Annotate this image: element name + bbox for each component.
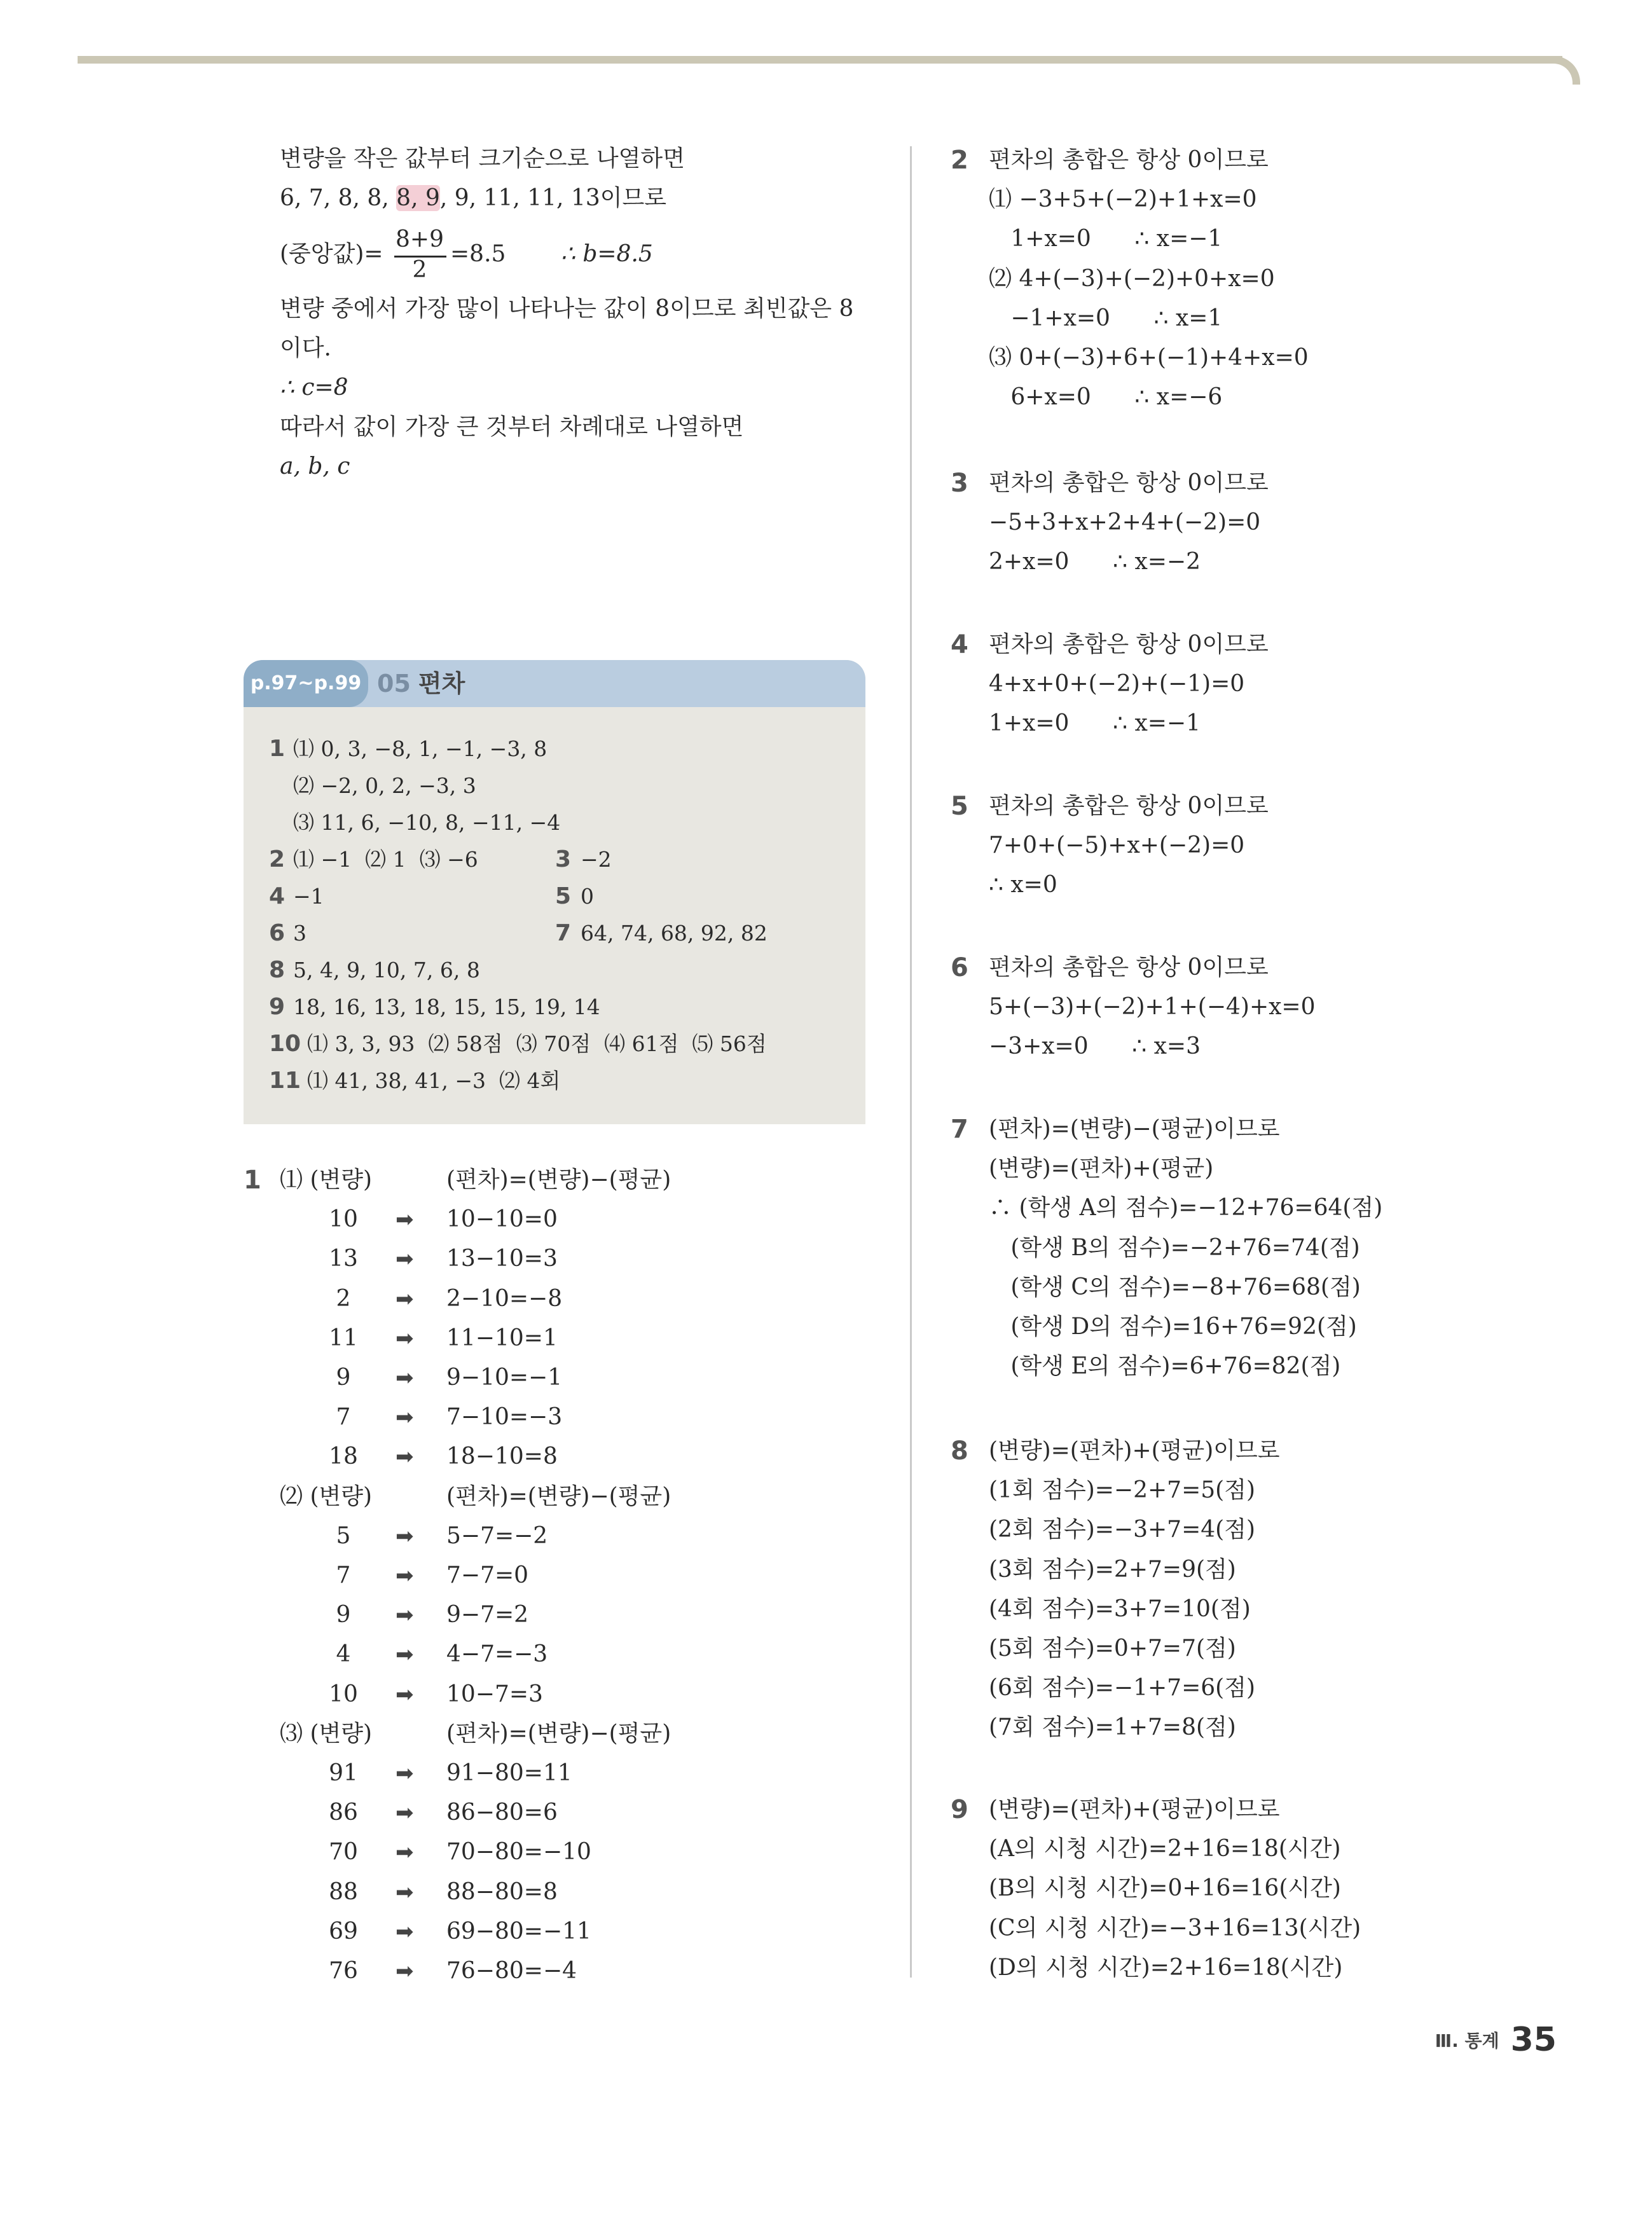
deviation-calc: 86−80=6 <box>446 1800 558 1826</box>
variate-value: 11 <box>329 1325 358 1351</box>
solution-line: (3회 점수)=2+7=9(점) <box>989 1556 1236 1583</box>
answer-summary-box <box>244 660 865 1124</box>
summary-item-number: 2 <box>269 846 286 872</box>
solution-line: (7회 점수)=1+7=8(점) <box>989 1714 1236 1741</box>
variate-value: 69 <box>329 1918 358 1944</box>
deviation-calc: 91−80=11 <box>446 1760 572 1786</box>
solution-line: ∴ x=0 <box>989 872 1057 898</box>
solution-line: 편차의 총합은 항상 0이므로 <box>989 147 1269 173</box>
summary-item-answer: ⑴ 0, 3, −8, 1, −1, −3, 8 <box>293 736 547 761</box>
text-line: 6, 7, 8, 8, 8, 9, 9, 11, 11, 13이므로 <box>280 185 667 211</box>
solution-line: 편차의 총합은 항상 0이므로 <box>989 631 1269 657</box>
deviation-calc: 18−10=8 <box>446 1443 558 1470</box>
solution-line: 2+x=0 ∴ x=−2 <box>989 549 1201 575</box>
solution-number: 5 <box>951 792 968 821</box>
solution-line: 7+0+(−5)+x+(−2)=0 <box>989 832 1245 859</box>
solution-number: 2 <box>951 146 968 175</box>
variate-value: 18 <box>329 1443 358 1470</box>
solution-line: 1+x=0 ∴ x=−1 <box>989 710 1201 737</box>
variate-value: 7 <box>336 1404 351 1431</box>
summary-item-answer: ⑴ 3, 3, 93 ⑵ 58점 ⑶ 70점 ⑷ 61점 ⑸ 56점 <box>307 1031 767 1056</box>
solution-line: (A의 시청 시간)=2+16=18(시간) <box>989 1836 1341 1862</box>
summary-item-answer: ⑴ 41, 38, 41, −3 ⑵ 4회 <box>307 1068 561 1093</box>
solution-number: 4 <box>951 630 968 659</box>
solution-number: 8 <box>951 1436 968 1466</box>
variate-value: 10 <box>329 1681 358 1707</box>
solution-line: (변량)=(편차)+(평균)이므로 <box>989 1796 1280 1822</box>
median-label: (중앙값)= <box>280 241 383 267</box>
median-value: =8.5 <box>450 241 506 267</box>
section-title: 05 편차 <box>377 670 465 698</box>
variate-value: 2 <box>336 1285 351 1312</box>
part-label: ⑵ (변량) <box>280 1483 373 1510</box>
solution-number: 3 <box>951 469 968 498</box>
solution-line: (변량)=(편차)+(평균)이므로 <box>989 1438 1280 1464</box>
arrow-right-icon: ➡ <box>396 1642 414 1668</box>
arrow-right-icon: ➡ <box>396 1207 414 1233</box>
solution-line: −5+3+x+2+4+(−2)=0 <box>989 509 1261 536</box>
deviation-calc: 10−10=0 <box>446 1206 558 1233</box>
deviation-calc: 7−7=0 <box>446 1562 529 1588</box>
summary-item-number: 10 <box>269 1031 301 1057</box>
variate-value: 7 <box>336 1562 351 1588</box>
chapter-label: Ⅲ. 통계 <box>1435 2030 1499 2051</box>
deviation-calc: 10−7=3 <box>446 1681 543 1707</box>
solution-line: (6회 점수)=−1+7=6(점) <box>989 1675 1256 1702</box>
solution-line: ∴ (학생 A의 점수)=−12+76=64(점) <box>989 1195 1383 1222</box>
solution-line: 편차의 총합은 항상 0이므로 <box>989 793 1269 819</box>
deviation-calc: 9−7=2 <box>446 1602 529 1628</box>
solution-line: (편차)=(변량)−(평균)이므로 <box>989 1116 1280 1142</box>
solution-line: −3+x=0 ∴ x=3 <box>989 1033 1201 1060</box>
summary-item-number: 11 <box>269 1068 301 1094</box>
column-divider <box>910 146 912 1978</box>
summary-item-answer: 3 <box>293 921 306 946</box>
fraction-denominator: 2 <box>412 257 427 283</box>
deviation-calc: 2−10=−8 <box>446 1285 563 1312</box>
variate-value: 70 <box>329 1839 358 1866</box>
summary-item-number: 5 <box>555 883 572 909</box>
summary-item-number: 9 <box>269 994 286 1020</box>
variate-value: 76 <box>329 1958 358 1984</box>
summary-item-answer: −2 <box>581 847 612 872</box>
arrow-right-icon: ➡ <box>396 1840 414 1866</box>
arrow-right-icon: ➡ <box>396 1958 414 1984</box>
arrow-right-icon: ➡ <box>396 1444 414 1470</box>
solution-line: −1+x=0 ∴ x=1 <box>989 305 1223 331</box>
summary-item-number: 4 <box>269 883 286 909</box>
text-line: 따라서 값이 가장 큰 것부터 차례대로 나열하면 <box>280 414 744 440</box>
top-decorative-bar <box>78 56 1562 64</box>
deviation-calc: 9−10=−1 <box>446 1365 563 1391</box>
summary-item-answer: ⑵ −2, 0, 2, −3, 3 <box>293 773 476 798</box>
arrow-right-icon: ➡ <box>396 1405 414 1431</box>
highlighted-middle-values: 8, 9 <box>396 185 440 211</box>
solution-line: (2회 점수)=−3+7=4(점) <box>989 1517 1256 1543</box>
summary-item-number: 3 <box>555 846 572 872</box>
arrow-right-icon: ➡ <box>396 1761 414 1786</box>
summary-item-answer: 5, 4, 9, 10, 7, 6, 8 <box>293 958 480 982</box>
summary-item-answer: 64, 74, 68, 92, 82 <box>581 921 767 946</box>
arrow-right-icon: ➡ <box>396 1365 414 1391</box>
arrow-right-icon: ➡ <box>396 1325 414 1351</box>
solution-number: 7 <box>951 1115 968 1144</box>
solution-line: 5+(−3)+(−2)+1+(−4)+x=0 <box>989 994 1316 1021</box>
page-range-tag: p.97~p.99 <box>244 660 368 707</box>
solution-number: 6 <box>951 953 968 982</box>
text-line: 이다. <box>280 335 331 361</box>
part-label: ⑶ (변량) <box>280 1720 373 1747</box>
deviation-calc: 13−10=3 <box>446 1246 558 1272</box>
part-formula-header: (편차)=(변량)−(평균) <box>446 1167 671 1193</box>
text-line: 변량 중에서 가장 많이 나타나는 값이 8이므로 최빈값은 8 <box>280 296 854 322</box>
text-line: 변량을 작은 값부터 크기순으로 나열하면 <box>280 146 685 172</box>
arrow-right-icon: ➡ <box>396 1602 414 1628</box>
solution-line: (C의 시청 시간)=−3+16=13(시간) <box>989 1915 1361 1941</box>
solution-line: (5회 점수)=0+7=7(점) <box>989 1635 1236 1662</box>
arrow-right-icon: ➡ <box>396 1246 414 1272</box>
solution-line: (D의 시청 시간)=2+16=18(시간) <box>989 1954 1343 1981</box>
summary-item-answer: ⑶ 11, 6, −10, 8, −11, −4 <box>293 810 561 835</box>
arrow-right-icon: ➡ <box>396 1681 414 1707</box>
solution-line: (B의 시청 시간)=0+16=16(시간) <box>989 1875 1341 1902</box>
solution-line: ⑵ 4+(−3)+(−2)+0+x=0 <box>989 265 1275 292</box>
variate-value: 88 <box>329 1878 358 1905</box>
top-bar-corner <box>1552 56 1580 85</box>
variate-value: 13 <box>329 1246 358 1272</box>
solution-line: (4회 점수)=3+7=10(점) <box>989 1595 1251 1622</box>
deviation-calc: 69−80=−11 <box>446 1918 591 1944</box>
solution-line: (학생 E의 점수)=6+76=82(점) <box>989 1353 1341 1380</box>
deviation-calc: 70−80=−10 <box>446 1839 591 1866</box>
solution-line: (학생 B의 점수)=−2+76=74(점) <box>989 1234 1360 1261</box>
solution-number: 9 <box>951 1795 968 1824</box>
variate-value: 4 <box>336 1641 351 1668</box>
solution-line: 편차의 총합은 항상 0이므로 <box>989 470 1269 496</box>
summary-item-number: 1 <box>269 736 286 762</box>
solution-line: (학생 D의 점수)=16+76=92(점) <box>989 1314 1357 1340</box>
b-value: ∴ b=8.5 <box>561 241 653 267</box>
summary-item-answer: 18, 16, 13, 18, 15, 15, 19, 14 <box>293 995 600 1019</box>
solution-line: (학생 C의 점수)=−8+76=68(점) <box>989 1274 1361 1300</box>
text-line: ∴ c=8 <box>280 375 348 401</box>
arrow-right-icon: ➡ <box>396 1800 414 1826</box>
variate-value: 10 <box>329 1206 358 1233</box>
variate-value: 5 <box>336 1522 351 1549</box>
deviation-calc: 4−7=−3 <box>446 1641 548 1668</box>
deviation-calc: 76−80=−4 <box>446 1958 577 1984</box>
summary-item-answer: 0 <box>581 884 594 909</box>
part-formula-header: (편차)=(변량)−(평균) <box>446 1483 671 1510</box>
text-line: a, b, c <box>280 453 350 479</box>
arrow-right-icon: ➡ <box>396 1523 414 1549</box>
part-formula-header: (편차)=(변량)−(평균) <box>446 1720 671 1747</box>
solution-line: 1+x=0 ∴ x=−1 <box>989 226 1223 252</box>
arrow-right-icon: ➡ <box>396 1918 414 1944</box>
variate-value: 86 <box>329 1800 358 1826</box>
variate-value: 91 <box>329 1760 358 1786</box>
deviation-calc: 5−7=−2 <box>446 1522 548 1549</box>
summary-item-number: 8 <box>269 957 286 983</box>
summary-item-answer: ⑴ −1 ⑵ 1 ⑶ −6 <box>293 847 478 872</box>
deviation-calc: 7−10=−3 <box>446 1404 563 1431</box>
variate-value: 9 <box>336 1602 351 1628</box>
solution-line: 편차의 총합은 항상 0이므로 <box>989 954 1269 981</box>
solution-line: ⑴ −3+5+(−2)+1+x=0 <box>989 186 1257 213</box>
fraction-numerator: 8+9 <box>396 226 444 252</box>
summary-item-answer: −1 <box>293 884 324 909</box>
section-number: 05 <box>377 670 411 698</box>
solution-line: 4+x+0+(−2)+(−1)=0 <box>989 671 1245 698</box>
summary-item-number: 7 <box>555 920 572 946</box>
arrow-right-icon: ➡ <box>396 1879 414 1905</box>
arrow-right-icon: ➡ <box>396 1286 414 1312</box>
page-footer <box>1435 2021 1557 2059</box>
summary-item-number: 6 <box>269 920 286 946</box>
arrow-right-icon: ➡ <box>396 1563 414 1588</box>
solution-line: (변량)=(편차)+(평균) <box>989 1155 1214 1182</box>
deviation-calc: 11−10=1 <box>446 1325 558 1351</box>
solution-number: 1 <box>244 1166 261 1195</box>
solution-line: ⑶ 0+(−3)+6+(−1)+4+x=0 <box>989 345 1309 371</box>
variate-value: 9 <box>336 1365 351 1391</box>
solution-line: (1회 점수)=−2+7=5(점) <box>989 1477 1256 1504</box>
solution-line: 6+x=0 ∴ x=−6 <box>989 384 1223 411</box>
deviation-calc: 88−80=8 <box>446 1878 558 1905</box>
page-number: 35 <box>1510 2021 1557 2059</box>
part-label: ⑴ (변량) <box>280 1167 373 1193</box>
